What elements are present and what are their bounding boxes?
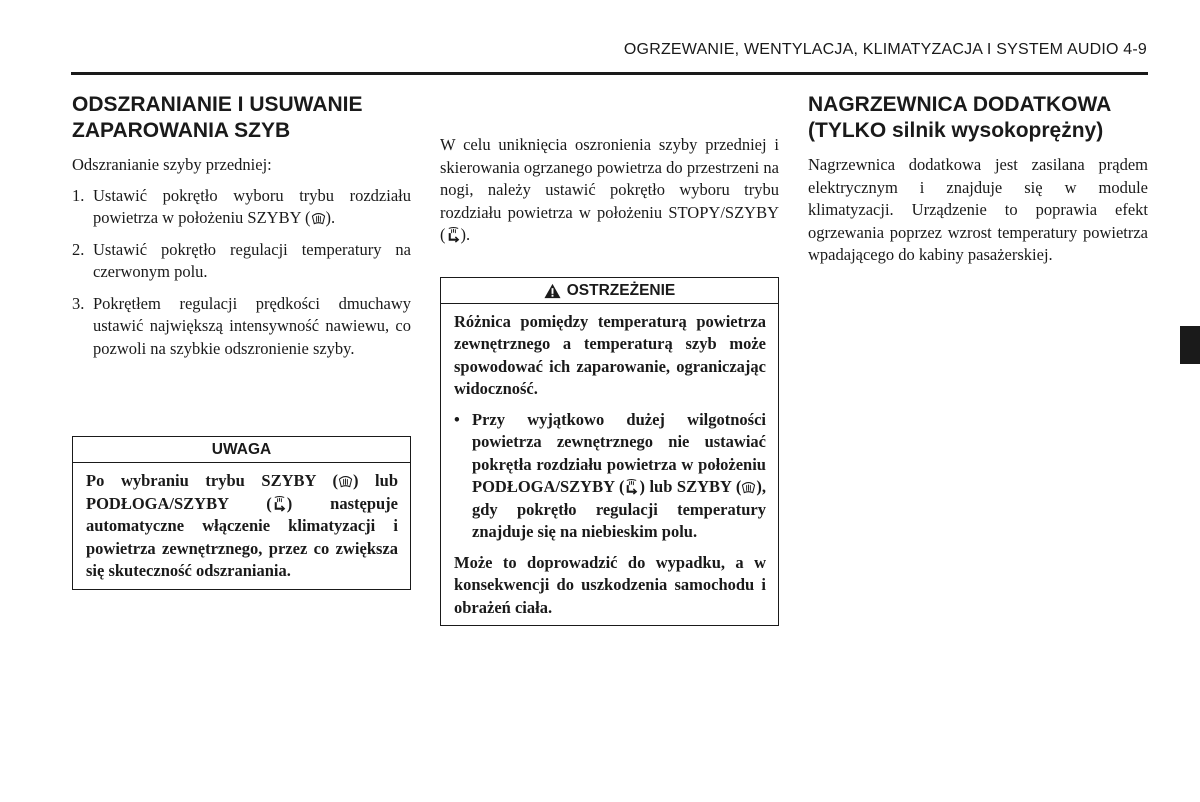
windshield-defrost-icon xyxy=(338,473,353,489)
note-box xyxy=(72,436,411,590)
floor-defrost-icon xyxy=(272,496,287,512)
windshield-defrost-icon xyxy=(311,210,326,226)
floor-defrost-icon xyxy=(624,479,639,495)
defrost-steps xyxy=(72,185,411,361)
section-heading-aux-heater: NAGRZEWNICA DODATKOWA (TYLKO silnik wysokoprężny) xyxy=(808,93,1112,142)
floor-defrost-icon xyxy=(446,227,461,243)
warning-triangle-icon xyxy=(544,283,561,299)
warning-paragraph: Różnica pomiędzy temperaturą powietrza zewnętrznego a temperaturą szyb może spowodować ich zaparowanie, ograniczając widoczność. xyxy=(454,311,766,398)
windshield-defrost-icon xyxy=(741,479,756,495)
chapter-thumb-tab xyxy=(1180,326,1200,364)
note-title: UWAGA xyxy=(73,437,410,463)
column-middle xyxy=(440,134,779,626)
section-heading-defrost: ODSZRANIANIE I USUWANIE ZAPAROWANIA SZYB xyxy=(72,93,363,142)
warning-title: OSTRZEŻENIE xyxy=(566,281,676,299)
column-right xyxy=(808,92,1148,267)
list-item: 2. Ustawić pokrętło regulacji temperatury na czerwonym polu. xyxy=(72,239,411,281)
note-text: Po wybraniu trybu SZYBY ( ) lub PODŁOGA/SZYBY ( ) następuje automatyczne włączenie klimatyzacji i powietrza zewnętrznego, przez co zwiększa się skuteczność odszraniania. xyxy=(86,471,398,580)
column-left xyxy=(72,92,411,369)
list-item: 3. Pokrętłem regulacji prędkości dmuchawy ustawić największą intensywność nawiewu, co pozwoli na szybkie odszronienie szyby. xyxy=(72,293,411,358)
warning-bullet: • Przy wyjątkowo dużej wilgotności powietrza zewnętrznego nie ustawiać pokrętła rozdziału powietrza w położeniu PODŁOGA/SZYBY ( ) lub SZYBY ( ), gdy pokrętło regulacji temperatury znajduje się na niebieskim polu. xyxy=(454,409,766,541)
running-header: OGRZEWANIE, WENTYLACJA, KLIMATYZACJA I SYSTEM AUDIO 4-9 xyxy=(623,41,1147,58)
floor-defrost-paragraph: W celu uniknięcia oszronienia szyby przedniej i skierowania ogrzanego powietrza do przestrzeni na nogi, należy ustawić pokrętło wyboru trybu rozdziału powietrza w położeniu STOPY/SZYBY ( ). xyxy=(440,135,779,244)
warning-box xyxy=(440,277,779,627)
list-item: 1. Ustawić pokrętło wyboru trybu rozdziału powietrza w położeniu SZYBY ( ). xyxy=(72,185,411,227)
aux-heater-paragraph: Nagrzewnica dodatkowa jest zasilana prądem elektrycznym i znajduje się w module klimatyzacji. Urządzenie to poprawia efekt ogrzewania poprzez wzrost temperatury powietrza wpadającego do kabiny pasażerskiej. xyxy=(808,155,1148,264)
header-rule xyxy=(71,72,1148,75)
warning-consequence: Może to doprowadzić do wypadku, a w konsekwencji do uszkodzenia samochodu i obrażeń ciała. xyxy=(454,552,766,617)
defrost-intro: Odszranianie szyby przedniej: xyxy=(72,155,272,174)
